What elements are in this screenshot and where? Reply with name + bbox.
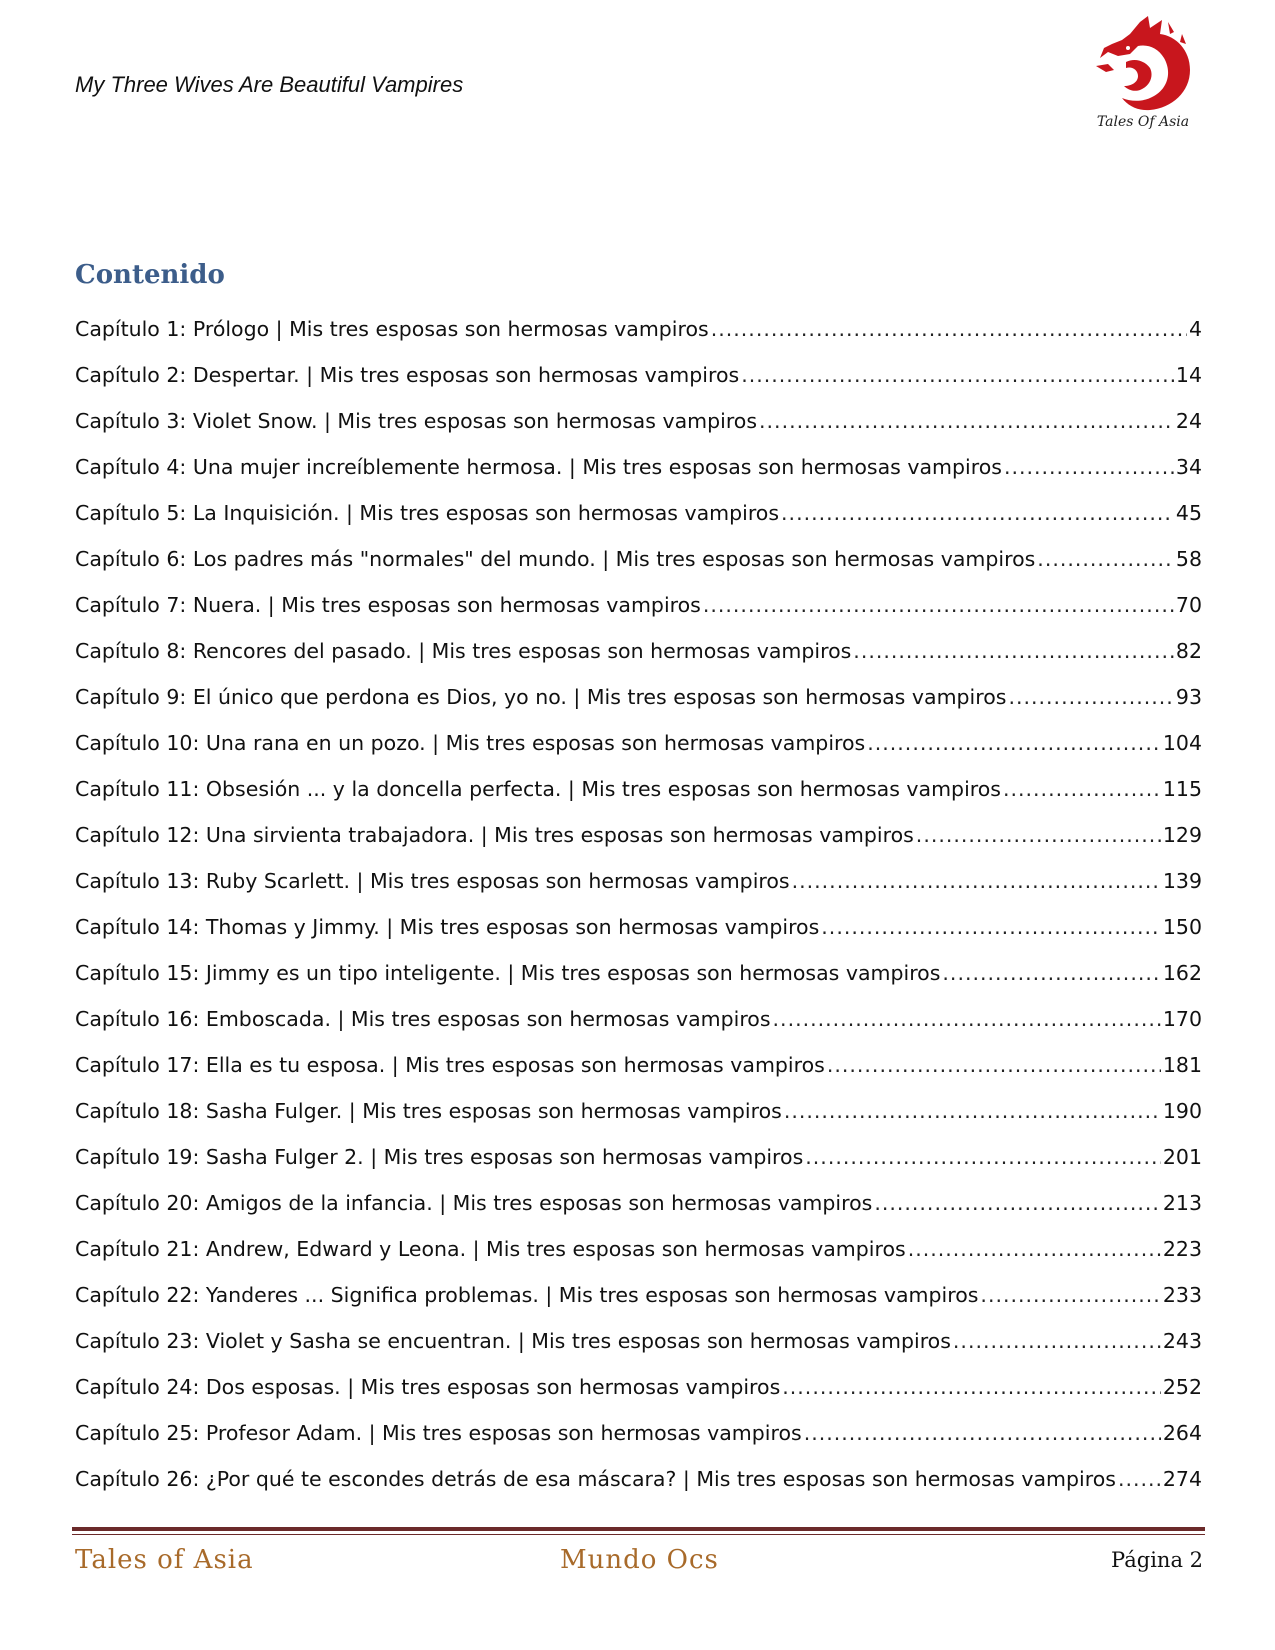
toc-leader-dots [867,720,1161,766]
toc-entry-page: 104 [1162,731,1202,755]
toc-entry-title: Capítulo 6: Los padres más "normales" del mundo. | Mis tres esposas son hermosas vampiros [75,547,1036,571]
footer-site: Mundo Ocs [560,1545,719,1575]
toc-entry-title: Capítulo 18: Sasha Fulger. | Mis tres esposas son hermosas vampiros [75,1099,782,1123]
toc-entry-page: 150 [1162,915,1202,939]
toc-entry-page: 223 [1162,1237,1202,1261]
toc-entry-page: 170 [1162,1007,1202,1031]
toc-entry-title: Capítulo 5: La Inquisición. | Mis tres esposas son hermosas vampiros [75,501,780,525]
toc-entry-page: 58 [1175,547,1202,571]
toc-entry[interactable] [75,950,1202,996]
toc-leader-dots [953,1318,1161,1364]
toc-leader-dots [1008,674,1173,720]
toc-entry-page: 34 [1175,455,1202,479]
toc-entry-title: Capítulo 1: Prólogo | Mis tres esposas son hermosas vampiros [75,317,709,341]
toc-entry-page: 4 [1188,317,1202,341]
toc-entry-page: 115 [1162,777,1202,801]
toc-leader-dots [874,1180,1161,1226]
toc-entry-page: 45 [1175,501,1202,525]
toc-entry[interactable] [75,1410,1202,1456]
toc-entry-title: Capítulo 26: ¿Por qué te escondes detrás de esa máscara? | Mis tres esposas son hermosas vampiros [75,1467,1116,1491]
toc-entry-title: Capítulo 22: Yanderes ... Significa problemas. | Mis tres esposas son hermosas vampiros [75,1283,979,1307]
toc-entry-page: 181 [1162,1053,1202,1077]
toc-entry-title: Capítulo 15: Jimmy es un tipo inteligente. | Mis tres esposas son hermosas vampiros [75,961,941,985]
toc-entry-title: Capítulo 11: Obsesión ... y la doncella perfecta. | Mis tres esposas son hermosas vampiros [75,777,1001,801]
toc-entry[interactable] [75,1318,1202,1364]
toc-leader-dots [784,1088,1161,1134]
toc-entry-page: 274 [1162,1467,1202,1491]
toc-entry-title: Capítulo 13: Ruby Scarlett. | Mis tres esposas son hermosas vampiros [75,869,790,893]
toc-entry-title: Capítulo 25: Profesor Adam. | Mis tres esposas son hermosas vampiros [75,1421,802,1445]
toc-entry-page: 70 [1175,593,1202,617]
toc-entry-page: 243 [1162,1329,1202,1353]
toc-entry[interactable] [75,766,1202,812]
toc-entry[interactable] [75,1088,1202,1134]
toc-leader-dots [711,306,1187,352]
toc-entry[interactable] [75,1042,1202,1088]
toc-leader-dots [782,1364,1161,1410]
toc-entry-page: 14 [1175,363,1202,387]
toc-entry[interactable] [75,1272,1202,1318]
red-dragon-icon [1078,14,1208,114]
toc-entry[interactable] [75,674,1202,720]
toc-leader-dots [781,490,1174,536]
toc-entry[interactable] [75,1226,1202,1272]
toc-entry-title: Capítulo 3: Violet Snow. | Mis tres esposas son hermosas vampiros [75,409,758,433]
toc-entry[interactable] [75,996,1202,1042]
toc-entry[interactable] [75,398,1202,444]
toc-entry[interactable] [75,904,1202,950]
toc-entry-page: 139 [1162,869,1202,893]
toc-leader-dots [741,352,1174,398]
toc-entry-title: Capítulo 14: Thomas y Jimmy. | Mis tres esposas son hermosas vampiros [75,915,820,939]
toc-entry-title: Capítulo 2: Despertar. | Mis tres esposas son hermosas vampiros [75,363,740,387]
toc-leader-dots [821,904,1161,950]
toc-leader-dots [759,398,1174,444]
footer-rule-thin [72,1534,1205,1535]
toc-heading: Contenido [75,260,225,290]
toc-entry-title: Capítulo 8: Rencores del pasado. | Mis tres esposas son hermosas vampiros [75,639,852,663]
toc-entry[interactable] [75,1364,1202,1410]
toc-entry-title: Capítulo 7: Nuera. | Mis tres esposas son hermosas vampiros [75,593,701,617]
toc-entry-title: Capítulo 24: Dos esposas. | Mis tres esposas son hermosas vampiros [75,1375,781,1399]
toc-leader-dots [853,628,1174,674]
toc-leader-dots [1004,444,1174,490]
toc-entry[interactable] [75,1134,1202,1180]
toc-entry[interactable] [75,720,1202,766]
toc-leader-dots [942,950,1160,996]
toc-entry-title: Capítulo 19: Sasha Fulger 2. | Mis tres esposas son hermosas vampiros [75,1145,804,1169]
toc-entry-title: Capítulo 16: Emboscada. | Mis tres esposas son hermosas vampiros [75,1007,771,1031]
toc-entry[interactable] [75,582,1202,628]
toc-entry-page: 24 [1175,409,1202,433]
toc-entry-page: 252 [1162,1375,1202,1399]
toc-entry-title: Capítulo 9: El único que perdona es Dios, yo no. | Mis tres esposas son hermosas vampiros [75,685,1007,709]
toc-entry-page: 201 [1162,1145,1202,1169]
toc-leader-dots [1003,766,1161,812]
logo-text: Tales Of Asia [1096,114,1190,130]
toc-entry-page: 129 [1162,823,1202,847]
toc-leader-dots [827,1042,1161,1088]
toc-entry[interactable] [75,858,1202,904]
toc-entry[interactable] [75,352,1202,398]
toc-entry-title: Capítulo 23: Violet y Sasha se encuentran. | Mis tres esposas son hermosas vampiros [75,1329,951,1353]
toc-leader-dots [980,1272,1160,1318]
publisher-logo [1078,14,1208,138]
toc-entry-page: 264 [1162,1421,1202,1445]
toc-entry-page: 190 [1162,1099,1202,1123]
toc-entry-page: 213 [1162,1191,1202,1215]
toc-entry-title: Capítulo 10: Una rana en un pozo. | Mis tres esposas son hermosas vampiros [75,731,866,755]
toc-leader-dots [916,812,1161,858]
toc-entry[interactable] [75,1456,1202,1502]
toc-entry-page: 162 [1162,961,1202,985]
toc-entry-title: Capítulo 4: Una mujer increíblemente hermosa. | Mis tres esposas son hermosas vampiros [75,455,1002,479]
toc-entry[interactable] [75,628,1202,674]
toc-entry-title: Capítulo 12: Una sirvienta trabajadora. | Mis tres esposas son hermosas vampiros [75,823,914,847]
toc-entry[interactable] [75,536,1202,582]
toc-entry-title: Capítulo 21: Andrew, Edward y Leona. | Mis tres esposas son hermosas vampiros [75,1237,906,1261]
toc-entry-page: 93 [1175,685,1202,709]
toc-leader-dots [703,582,1174,628]
book-title: My Three Wives Are Beautiful Vampires [75,72,464,97]
toc-entry-page: 233 [1162,1283,1202,1307]
toc-entry[interactable] [75,812,1202,858]
toc-entry-page: 82 [1175,639,1202,663]
page-number: Página 2 [1111,1548,1203,1572]
toc-leader-dots [773,996,1161,1042]
toc-entry[interactable] [75,490,1202,536]
toc-entry[interactable] [75,306,1202,352]
toc-leader-dots [1037,536,1174,582]
footer-publisher: Tales of Asia [75,1545,254,1575]
footer-rule [72,1527,1205,1531]
table-of-contents [75,306,1202,1502]
toc-leader-dots [805,1134,1161,1180]
toc-entry-title: Capítulo 20: Amigos de la infancia. | Mis tres esposas son hermosas vampiros [75,1191,873,1215]
toc-entry[interactable] [75,444,1202,490]
toc-leader-dots [804,1410,1161,1456]
toc-entry-title: Capítulo 17: Ella es tu esposa. | Mis tres esposas son hermosas vampiros [75,1053,825,1077]
toc-leader-dots [792,858,1161,904]
toc-leader-dots [908,1226,1161,1272]
toc-leader-dots [1118,1456,1161,1502]
toc-entry[interactable] [75,1180,1202,1226]
